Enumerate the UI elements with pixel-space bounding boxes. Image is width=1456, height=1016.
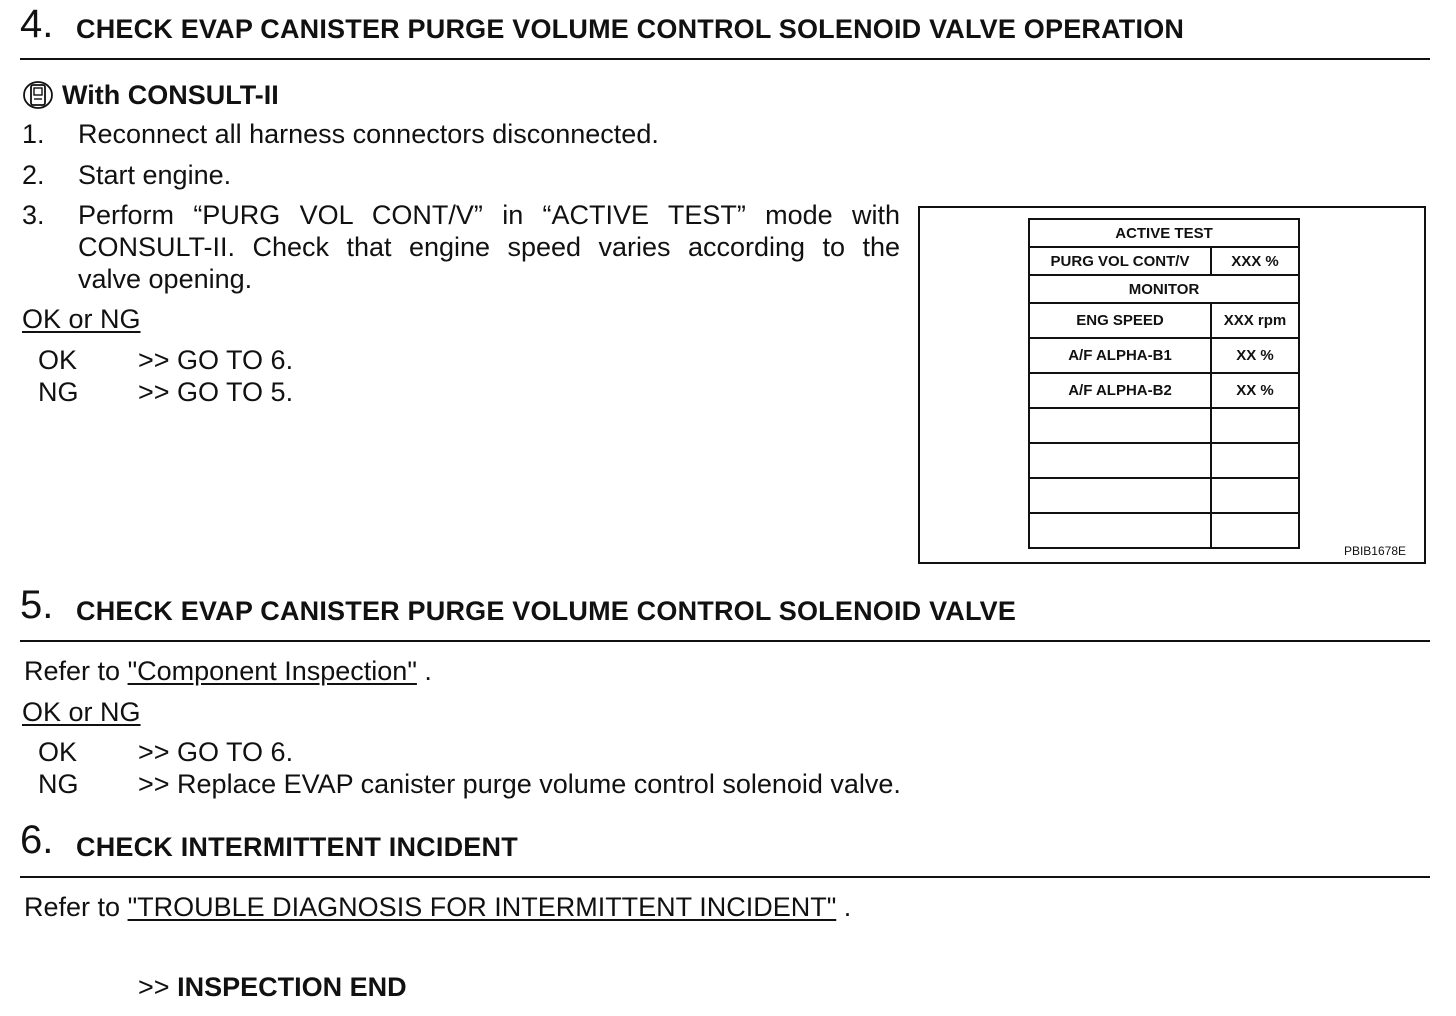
step-4-item-1-number: 1. (22, 119, 45, 149)
step-4-item-2-number: 2. (22, 160, 45, 190)
step-5-divider (20, 640, 1430, 642)
with-consult-label: With CONSULT-II (22, 79, 279, 111)
consult-screen-figure (918, 206, 1426, 564)
monitor-row-empty (1029, 443, 1211, 478)
step-6-title: CHECK INTERMITTENT INCIDENT (76, 832, 518, 862)
step-4-result-ok-action: >> GO TO 6. (138, 345, 294, 375)
component-inspection-link[interactable]: "Component Inspection" (127, 656, 417, 686)
monitor-row-empty (1211, 443, 1299, 478)
step-4-result-ok-status: OK (38, 345, 78, 375)
monitor-row-empty (1029, 513, 1211, 548)
active-test-item-name: PURG VOL CONT/V (1029, 247, 1211, 275)
step-4-item-2-text: Start engine. (78, 160, 232, 190)
monitor-row-empty (1211, 478, 1299, 513)
step-4-result-label: OK or NG (22, 304, 141, 334)
monitor-row-empty (1211, 408, 1299, 443)
step-6-number: 6. (20, 818, 54, 862)
step-4-item-3-line-2: CONSULT-II. Check that engine speed varies according to the (78, 232, 900, 262)
step-5-number: 5. (20, 583, 54, 627)
step-6-refer: Refer to "TROUBLE DIAGNOSIS FOR INTERMITTENT INCIDENT" . (24, 892, 852, 922)
step-5-result-ng-action: >> Replace EVAP canister purge volume control solenoid valve. (138, 769, 901, 799)
figure-id: PBIB1678E (1343, 544, 1406, 558)
active-test-header: ACTIVE TEST (1029, 219, 1299, 247)
step-4-result-ng-action: >> GO TO 5. (138, 377, 294, 407)
monitor-row-value: XX % (1211, 373, 1299, 408)
trouble-diagnosis-link[interactable]: "TROUBLE DIAGNOSIS FOR INTERMITTENT INCIDENT" (127, 892, 837, 922)
step-4-divider (20, 58, 1430, 60)
monitor-row-empty (1029, 408, 1211, 443)
monitor-row-value: XXX rpm (1211, 303, 1299, 338)
inspection-end: >> INSPECTION END (138, 972, 407, 1002)
monitor-row-empty (1211, 513, 1299, 548)
step-4-item-1-text: Reconnect all harness connectors disconnected. (78, 119, 659, 149)
monitor-row-name: A/F ALPHA-B2 (1029, 373, 1211, 408)
monitor-row-name: ENG SPEED (1029, 303, 1211, 338)
step-5-result-ng-status: NG (38, 769, 79, 799)
active-test-item-value: XXX % (1211, 247, 1299, 275)
step-4-item-3-line-1: Perform “PURG VOL CONT/V” in “ACTIVE TEST” mode with (78, 200, 900, 230)
step-4-result-ng-status: NG (38, 377, 79, 407)
monitor-row-value: XX % (1211, 338, 1299, 373)
monitor-header: MONITOR (1029, 275, 1299, 303)
step-5-title: CHECK EVAP CANISTER PURGE VOLUME CONTROL SOLENOID VALVE (76, 596, 1017, 626)
step-4-title: CHECK EVAP CANISTER PURGE VOLUME CONTROL SOLENOID VALVE OPERATION (76, 14, 1185, 44)
monitor-row-name: A/F ALPHA-B1 (1029, 338, 1211, 373)
step-4-item-3-number: 3. (22, 200, 45, 230)
step-5-result-label: OK or NG (22, 697, 141, 727)
step-4-number: 4. (20, 2, 54, 46)
step-5-result-ok-action: >> GO TO 6. (138, 737, 294, 767)
step-4-item-3-line-3: valve opening. (78, 264, 253, 294)
step-6-divider (20, 876, 1430, 878)
monitor-row-empty (1029, 478, 1211, 513)
consult-icon (22, 80, 54, 110)
step-5-refer: Refer to "Component Inspection" . (24, 656, 432, 686)
consult-screen-table (1028, 218, 1300, 549)
step-5-result-ok-status: OK (38, 737, 78, 767)
